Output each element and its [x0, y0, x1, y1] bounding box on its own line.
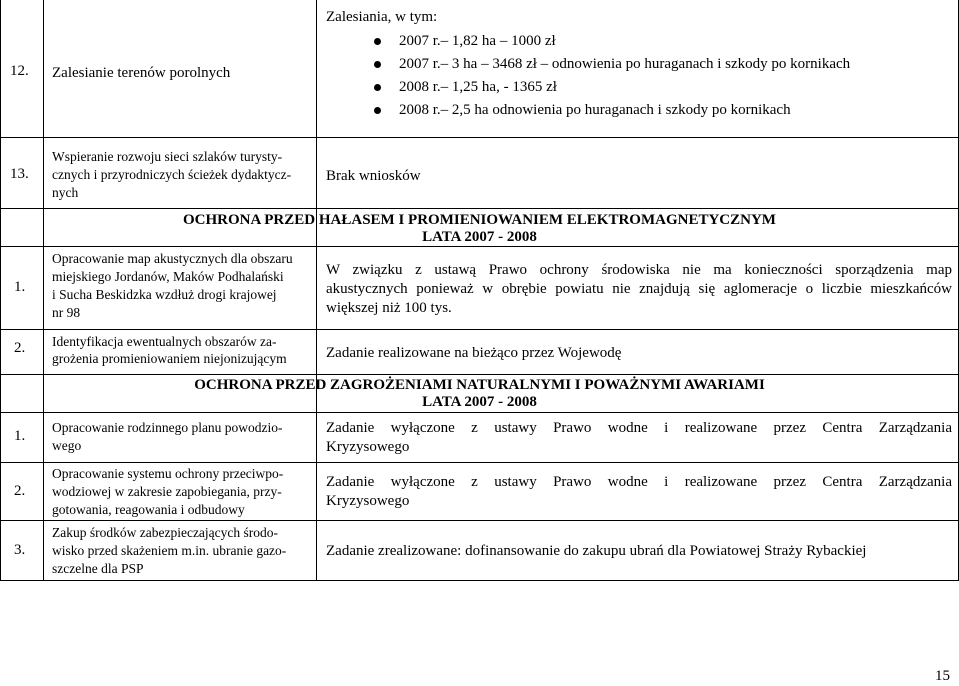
task-text-line: grożenia promieniowaniem niejonizującym [52, 351, 287, 366]
bullet-icon [374, 84, 381, 91]
row-number: 1. [14, 428, 26, 444]
row-number: 1. [14, 279, 26, 295]
row-number: 3. [14, 542, 26, 558]
status-item: 2008 r.– 1,25 ha, - 1365 zł [399, 79, 557, 95]
row-number: 13. [10, 166, 29, 182]
task-text-line: wodziowej w zakresie zapobiegania, przy- [52, 484, 282, 499]
status-text-line: Zadanie wyłączone z ustawy Prawo wodne i realizowane przez Centra Zarządzania [326, 474, 952, 490]
task-text-line: i Sucha Beskidzka wzdłuż drogi krajowej [52, 287, 277, 302]
section-title: OCHRONA PRZED HAŁASEM I PROMIENIOWANIEM ELEKTROMAGNETYCZNYM [183, 212, 776, 228]
column-line-task [316, 0, 317, 581]
task-text-line: wego [52, 438, 82, 453]
task-text-line: Opracowanie rodzinnego planu powodzio- [52, 420, 283, 435]
status-text-line: Kryzysowego [326, 493, 410, 509]
bullet-icon [374, 61, 381, 68]
column-line-num [43, 0, 44, 581]
column-line-left [0, 0, 1, 581]
bullet-icon [374, 38, 381, 45]
task-text-line: Zakup środków zabezpieczających środo- [52, 525, 279, 540]
task-text-line: nr 98 [52, 305, 81, 320]
task-text-line: Opracowanie map akustycznych dla obszaru [52, 251, 293, 266]
status-text: Brak wniosków [326, 168, 421, 184]
status-item: 2007 r.– 3 ha – 3468 zł – odnowienia po huraganach i szkody po kornikach [399, 56, 851, 72]
task-text: Zalesianie terenów porolnych [52, 65, 231, 81]
status-text-line: większej niż 100 tys. [326, 300, 452, 316]
row-line [0, 246, 959, 247]
task-text-line: Identyfikacja ewentualnych obszarów za- [52, 334, 277, 349]
row-line [0, 329, 959, 330]
status-intro: Zalesiania, w tym: [326, 9, 438, 25]
row-line [0, 580, 959, 581]
status-text-line: akustycznych ponieważ w obrębie powiatu nie znajdują się aglomeracje o liczbie mieszkańców [326, 281, 952, 297]
status-text-line: Zadanie wyłączone z ustawy Prawo wodne i realizowane przez Centra Zarządzania [326, 420, 952, 436]
section-subtitle: LATA 2007 - 2008 [422, 229, 537, 245]
row-line [0, 137, 959, 138]
row-number: 12. [10, 63, 29, 79]
task-text-line: Opracowanie systemu ochrony przeciwpo- [52, 466, 284, 481]
task-text-line: szczelne dla PSP [52, 561, 144, 576]
task-text-line: wisko przed skażeniem m.in. ubranie gazo- [52, 543, 287, 558]
status-text: Zadanie zrealizowane: dofinansowanie do zakupu ubrań dla Powiatowej Straży Rybackiej [326, 543, 867, 559]
section-title: OCHRONA PRZED ZAGROŻENIAMI NATURALNYMI I POWAŻNYMI AWARIAMI [194, 377, 765, 393]
status-text-line: W związku z ustawą Prawo ochrony środowiska nie ma konieczności sporządzenia map [326, 262, 952, 278]
task-text-line: nych [52, 185, 79, 200]
bullet-icon [374, 107, 381, 114]
status-item: 2008 r.– 2,5 ha odnowienia po huraganach i szkody po kornikach [399, 102, 791, 118]
status-text: Zadanie realizowane na bieżąco przez Wojewodę [326, 345, 622, 361]
row-line [0, 208, 959, 209]
task-text-line: Wspieranie rozwoju sieci szlaków turysty- [52, 149, 283, 164]
row-number: 2. [14, 340, 26, 356]
task-text-line: miejskiego Jordanów, Maków Podhalański [52, 269, 284, 284]
task-text-line: gotowania, reagowania i odbudowy [52, 502, 245, 517]
task-text-line: cznych i przyrodniczych ścieżek dydaktycz- [52, 167, 292, 182]
status-text-line: Kryzysowego [326, 439, 410, 455]
row-line [0, 462, 959, 463]
row-line [0, 374, 959, 375]
status-item: 2007 r.– 1,82 ha – 1000 zł [399, 33, 556, 49]
row-number: 2. [14, 483, 26, 499]
row-line [0, 520, 959, 521]
row-line [0, 412, 959, 413]
page-number: 15 [935, 668, 950, 684]
section-subtitle: LATA 2007 - 2008 [422, 394, 537, 410]
